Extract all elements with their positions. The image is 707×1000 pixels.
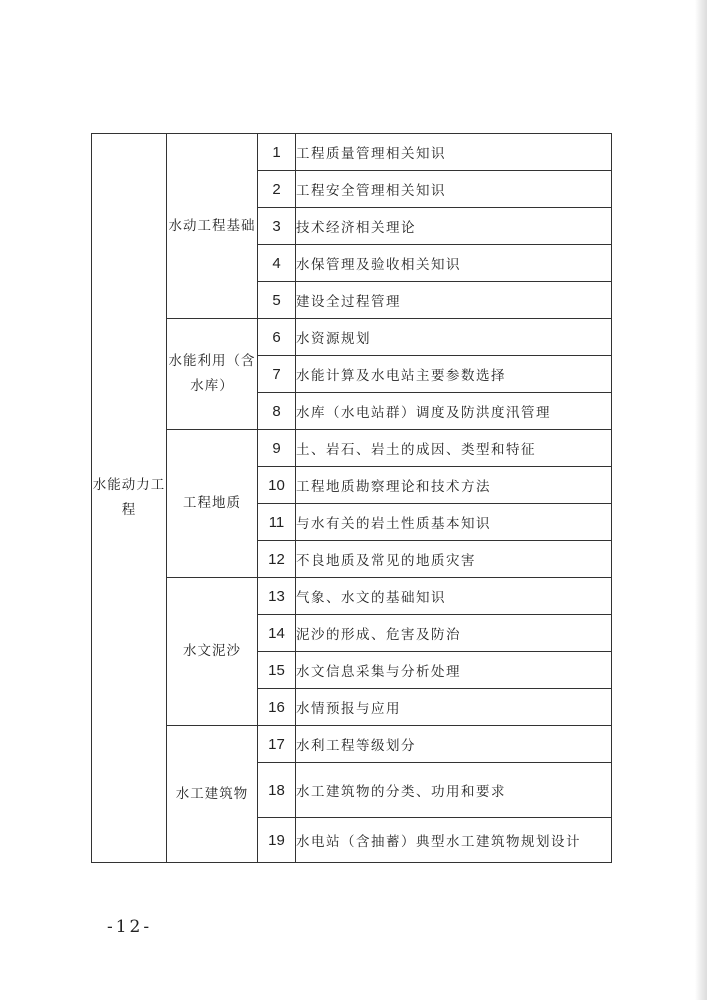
- table-row: [92, 578, 612, 615]
- item-topic: 水库（水电站群）调度及防洪度汛管理: [296, 393, 612, 430]
- item-number: 5: [258, 282, 296, 319]
- major-cell: 水能动力工程: [92, 134, 167, 863]
- table-row: [92, 134, 612, 171]
- group-cell-hydrology: 水文泥沙: [167, 578, 258, 726]
- item-number: 9: [258, 430, 296, 467]
- item-number: 7: [258, 356, 296, 393]
- group-cell-hydropower: 水能利用（含水库）: [167, 319, 258, 430]
- item-topic: 水情预报与应用: [296, 689, 612, 726]
- item-topic: 水保管理及验收相关知识: [296, 245, 612, 282]
- item-number: 2: [258, 171, 296, 208]
- group-cell-geology: 工程地质: [167, 430, 258, 578]
- item-number: 17: [258, 726, 296, 763]
- page-edge-shadow: [695, 0, 707, 1000]
- table-row: [92, 726, 612, 763]
- item-topic: 水电站（含抽蓄）典型水工建筑物规划设计: [296, 818, 612, 863]
- item-topic: 技术经济相关理论: [296, 208, 612, 245]
- item-topic: 水工建筑物的分类、功用和要求: [296, 763, 612, 818]
- item-number: 15: [258, 652, 296, 689]
- item-number: 1: [258, 134, 296, 171]
- table-row: [92, 319, 612, 356]
- item-topic: 建设全过程管理: [296, 282, 612, 319]
- item-topic: 与水有关的岩土性质基本知识: [296, 504, 612, 541]
- item-number: 14: [258, 615, 296, 652]
- group-cell-foundation: 水动工程基础: [167, 134, 258, 319]
- item-topic: 水利工程等级划分: [296, 726, 612, 763]
- item-number: 3: [258, 208, 296, 245]
- item-topic: 水能计算及水电站主要参数选择: [296, 356, 612, 393]
- item-topic: 土、岩石、岩土的成因、类型和特征: [296, 430, 612, 467]
- topic-table: [91, 133, 612, 863]
- item-number: 8: [258, 393, 296, 430]
- item-number: 4: [258, 245, 296, 282]
- item-number: 18: [258, 763, 296, 818]
- page-number: -12-: [107, 917, 153, 937]
- item-number: 13: [258, 578, 296, 615]
- item-topic: 气象、水文的基础知识: [296, 578, 612, 615]
- item-number: 16: [258, 689, 296, 726]
- item-number: 12: [258, 541, 296, 578]
- item-topic: 水文信息采集与分析处理: [296, 652, 612, 689]
- item-topic: 工程安全管理相关知识: [296, 171, 612, 208]
- table-row: [92, 430, 612, 467]
- item-topic: 泥沙的形成、危害及防治: [296, 615, 612, 652]
- item-number: 11: [258, 504, 296, 541]
- item-topic: 水资源规划: [296, 319, 612, 356]
- item-number: 19: [258, 818, 296, 863]
- item-number: 6: [258, 319, 296, 356]
- group-cell-structures: 水工建筑物: [167, 726, 258, 863]
- item-topic: 工程地质勘察理论和技术方法: [296, 467, 612, 504]
- item-topic: 工程质量管理相关知识: [296, 134, 612, 171]
- item-number: 10: [258, 467, 296, 504]
- item-topic: 不良地质及常见的地质灾害: [296, 541, 612, 578]
